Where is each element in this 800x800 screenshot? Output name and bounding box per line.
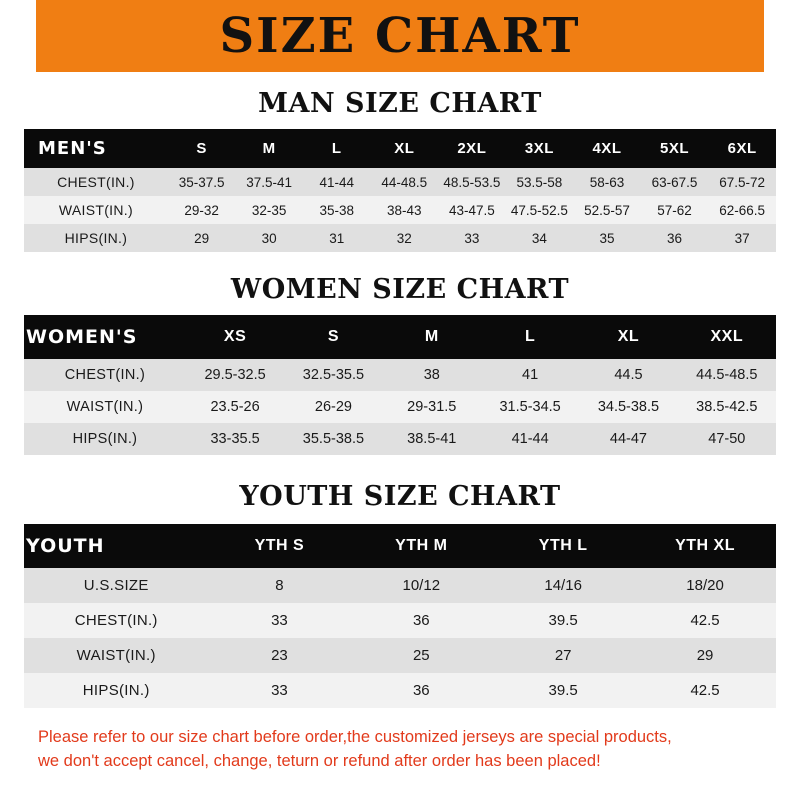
cell: 8 (208, 568, 350, 603)
cell: 32 (371, 224, 439, 252)
section-title-women: WOMEN SIZE CHART (230, 274, 570, 305)
cell: 18/20 (634, 568, 776, 603)
col-header-xs: XS (186, 315, 284, 359)
row-label-chest: CHEST(IN.) (24, 359, 186, 391)
col-header-men-label: MEN'S (24, 129, 168, 168)
cell: 30 (235, 224, 303, 252)
col-header-yth-m: YTH M (350, 524, 492, 568)
col-header-yth-s: YTH S (208, 524, 350, 568)
col-header-6xl: 6XL (708, 129, 776, 168)
cell: 33-35.5 (186, 423, 284, 455)
table-row (24, 423, 776, 455)
cell: 41 (481, 359, 579, 391)
table-man (24, 129, 776, 252)
cell: 44.5-48.5 (678, 359, 776, 391)
cell: 38 (383, 359, 481, 391)
cell: 26-29 (284, 391, 382, 423)
table-row (24, 568, 776, 603)
table-women (24, 315, 776, 455)
cell: 41-44 (481, 423, 579, 455)
cell: 47.5-52.5 (506, 196, 574, 224)
cell: 57-62 (641, 196, 709, 224)
cell: 35-38 (303, 196, 371, 224)
table-row (24, 196, 776, 224)
cell: 32-35 (235, 196, 303, 224)
cell: 14/16 (492, 568, 634, 603)
cell: 23 (208, 638, 350, 673)
cell: 38-43 (371, 196, 439, 224)
row-label-chest: CHEST(IN.) (24, 168, 168, 196)
col-header-women-label: WOMEN'S (24, 315, 186, 359)
cell: 29-31.5 (383, 391, 481, 423)
table-row (24, 638, 776, 673)
cell: 29-32 (168, 196, 236, 224)
col-header-m: M (383, 315, 481, 359)
row-label-waist: WAIST(IN.) (24, 196, 168, 224)
cell: 23.5-26 (186, 391, 284, 423)
row-label-waist: WAIST(IN.) (24, 391, 186, 423)
section-youth (24, 481, 776, 708)
row-label-waist: WAIST(IN.) (24, 638, 208, 673)
cell: 38.5-41 (383, 423, 481, 455)
cell: 29 (634, 638, 776, 673)
col-header-4xl: 4XL (573, 129, 641, 168)
col-header-xxl: XXL (678, 315, 776, 359)
cell: 41-44 (303, 168, 371, 196)
col-header-l: L (303, 129, 371, 168)
row-label-hips: HIPS(IN.) (24, 224, 168, 252)
cell: 48.5-53.5 (438, 168, 506, 196)
cell: 36 (641, 224, 709, 252)
cell: 44.5 (579, 359, 677, 391)
col-header-s: S (168, 129, 236, 168)
col-header-yth-l: YTH L (492, 524, 634, 568)
row-label-us-size: U.S.SIZE (24, 568, 208, 603)
cell: 52.5-57 (573, 196, 641, 224)
cell: 35 (573, 224, 641, 252)
header-band (0, 0, 800, 72)
cell: 43-47.5 (438, 196, 506, 224)
cell: 34.5-38.5 (579, 391, 677, 423)
section-title-man: MAN SIZE CHART (258, 88, 542, 119)
order-notice-line-2: we don't accept cancel, change, teturn or refund after order has been placed! (38, 751, 601, 770)
row-label-chest: CHEST(IN.) (24, 603, 208, 638)
table-header-row (24, 524, 776, 568)
cell: 42.5 (634, 603, 776, 638)
cell: 42.5 (634, 673, 776, 708)
cell: 67.5-72 (708, 168, 776, 196)
table-row (24, 168, 776, 196)
col-header-3xl: 3XL (506, 129, 574, 168)
cell: 27 (492, 638, 634, 673)
table-row (24, 359, 776, 391)
cell: 34 (506, 224, 574, 252)
table-row (24, 603, 776, 638)
table-row (24, 391, 776, 423)
cell: 31 (303, 224, 371, 252)
cell: 37.5-41 (235, 168, 303, 196)
cell: 62-66.5 (708, 196, 776, 224)
col-header-youth-label: YOUTH (24, 524, 208, 568)
col-header-xl: XL (371, 129, 439, 168)
section-title-youth: YOUTH SIZE CHART (239, 481, 561, 512)
cell: 36 (350, 603, 492, 638)
table-header-row (24, 315, 776, 359)
cell: 33 (438, 224, 506, 252)
cell: 25 (350, 638, 492, 673)
cell: 36 (350, 673, 492, 708)
section-women (24, 274, 776, 455)
cell: 37 (708, 224, 776, 252)
cell: 35-37.5 (168, 168, 236, 196)
cell: 53.5-58 (506, 168, 574, 196)
cell: 10/12 (350, 568, 492, 603)
table-row (24, 673, 776, 708)
col-header-yth-xl: YTH XL (634, 524, 776, 568)
section-man (24, 88, 776, 252)
col-header-2xl: 2XL (438, 129, 506, 168)
cell: 33 (208, 673, 350, 708)
col-header-xl: XL (579, 315, 677, 359)
table-header-row (24, 129, 776, 168)
cell: 63-67.5 (641, 168, 709, 196)
row-label-hips: HIPS(IN.) (24, 423, 186, 455)
cell: 39.5 (492, 603, 634, 638)
content (0, 88, 800, 774)
col-header-5xl: 5XL (641, 129, 709, 168)
table-youth (24, 524, 776, 708)
table-row (24, 224, 776, 252)
cell: 35.5-38.5 (284, 423, 382, 455)
order-notice (38, 726, 762, 774)
cell: 29.5-32.5 (186, 359, 284, 391)
col-header-l: L (481, 315, 579, 359)
cell: 38.5-42.5 (678, 391, 776, 423)
col-header-s: S (284, 315, 382, 359)
row-label-hips: HIPS(IN.) (24, 673, 208, 708)
order-notice-line-1: Please refer to our size chart before order,the customized jerseys are special products, (38, 728, 672, 746)
cell: 58-63 (573, 168, 641, 196)
cell: 31.5-34.5 (481, 391, 579, 423)
cell: 32.5-35.5 (284, 359, 382, 391)
cell: 44-48.5 (371, 168, 439, 196)
cell: 44-47 (579, 423, 677, 455)
cell: 29 (168, 224, 236, 252)
cell: 47-50 (678, 423, 776, 455)
col-header-m: M (235, 129, 303, 168)
page-title: SIZE CHART (219, 8, 581, 64)
cell: 39.5 (492, 673, 634, 708)
cell: 33 (208, 603, 350, 638)
